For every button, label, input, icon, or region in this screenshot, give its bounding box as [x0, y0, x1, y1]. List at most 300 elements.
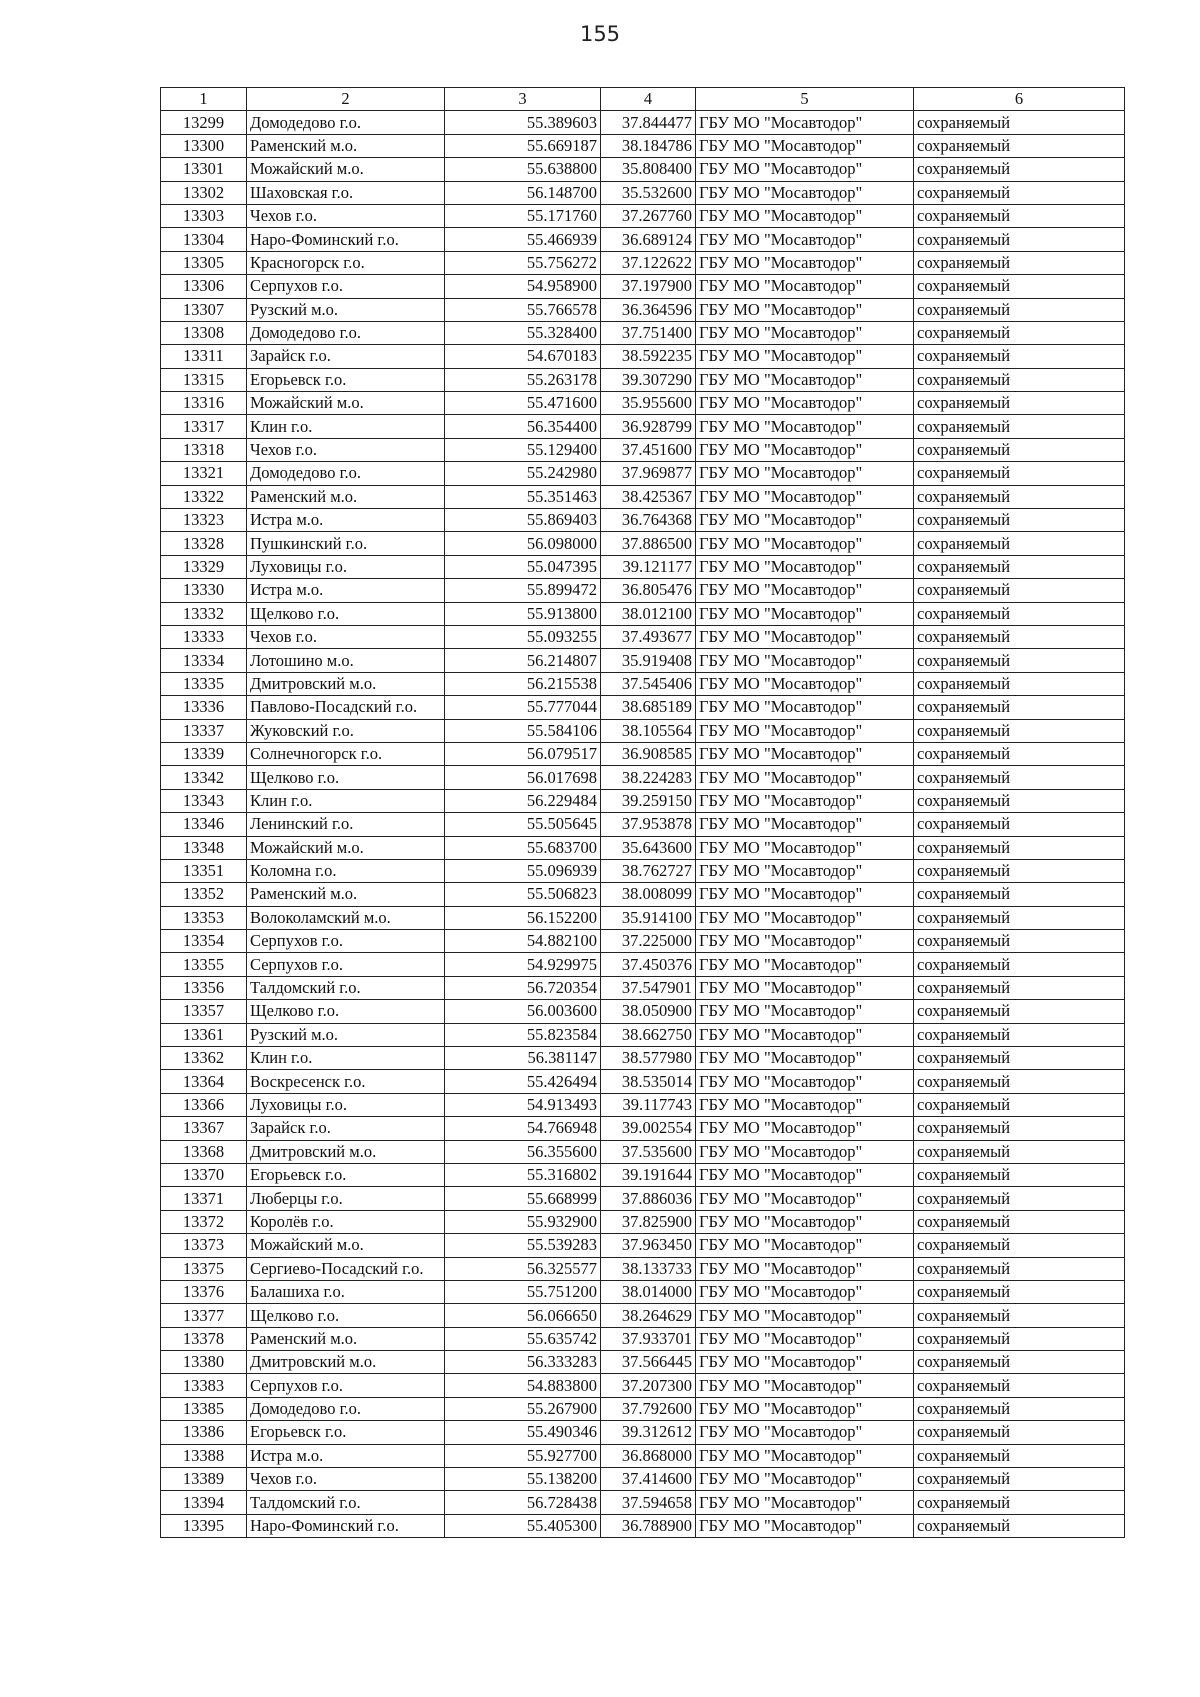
cell-owner: ГБУ МО "Мосавтодор": [696, 1327, 914, 1350]
cell-owner: ГБУ МО "Мосавтодор": [696, 579, 914, 602]
cell-latitude: 55.096939: [445, 859, 601, 882]
cell-longitude: 37.886500: [601, 532, 696, 555]
cell-municipality: Раменский м.о.: [247, 1327, 445, 1350]
table-row: [161, 1023, 1125, 1046]
table-row: [161, 1070, 1125, 1093]
cell-row-id: 13305: [161, 251, 247, 274]
table-row: [161, 1257, 1125, 1280]
cell-row-id: 13335: [161, 672, 247, 695]
cell-owner: ГБУ МО "Мосавтодор": [696, 1047, 914, 1070]
cell-longitude: 38.685189: [601, 696, 696, 719]
cell-latitude: 56.229484: [445, 789, 601, 812]
cell-longitude: 35.532600: [601, 181, 696, 204]
table-row: [161, 1374, 1125, 1397]
cell-latitude: 56.017698: [445, 766, 601, 789]
cell-status: сохраняемый: [914, 509, 1125, 532]
table-row: [161, 111, 1125, 134]
cell-owner: ГБУ МО "Мосавтодор": [696, 1117, 914, 1140]
table-row: [161, 859, 1125, 882]
cell-municipality: Серпухов г.о.: [247, 1374, 445, 1397]
cell-latitude: 55.932900: [445, 1210, 601, 1233]
cell-row-id: 13362: [161, 1047, 247, 1070]
cell-municipality: Серпухов г.о.: [247, 953, 445, 976]
cell-latitude: 54.913493: [445, 1093, 601, 1116]
cell-row-id: 13302: [161, 181, 247, 204]
cell-status: сохраняемый: [914, 625, 1125, 648]
cell-owner: ГБУ МО "Мосавтодор": [696, 883, 914, 906]
cell-longitude: 37.267760: [601, 204, 696, 227]
cell-longitude: 37.969877: [601, 462, 696, 485]
table-row: [161, 181, 1125, 204]
cell-status: сохраняемый: [914, 1514, 1125, 1537]
cell-longitude: 38.014000: [601, 1280, 696, 1303]
cell-owner: ГБУ МО "Мосавтодор": [696, 134, 914, 157]
table-row: [161, 696, 1125, 719]
cell-status: сохраняемый: [914, 906, 1125, 929]
table-row: [161, 368, 1125, 391]
cell-latitude: 55.490346: [445, 1421, 601, 1444]
cell-municipality: Щелково г.о.: [247, 1000, 445, 1023]
cell-status: сохраняемый: [914, 275, 1125, 298]
cell-row-id: 13329: [161, 555, 247, 578]
cell-row-id: 13343: [161, 789, 247, 812]
table-row: [161, 1468, 1125, 1491]
cell-owner: ГБУ МО "Мосавтодор": [696, 1070, 914, 1093]
cell-owner: ГБУ МО "Мосавтодор": [696, 1023, 914, 1046]
cell-longitude: 37.594658: [601, 1491, 696, 1514]
cell-row-id: 13377: [161, 1304, 247, 1327]
cell-status: сохраняемый: [914, 111, 1125, 134]
table-row: [161, 204, 1125, 227]
table-row: [161, 134, 1125, 157]
table-row: [161, 1163, 1125, 1186]
cell-municipality: Щелково г.о.: [247, 766, 445, 789]
cell-status: сохраняемый: [914, 1000, 1125, 1023]
cell-row-id: 13372: [161, 1210, 247, 1233]
column-header: 5: [696, 88, 914, 111]
cell-latitude: 55.683700: [445, 836, 601, 859]
cell-municipality: Чехов г.о.: [247, 625, 445, 648]
cell-owner: ГБУ МО "Мосавтодор": [696, 532, 914, 555]
cell-latitude: 55.927700: [445, 1444, 601, 1467]
cell-status: сохраняемый: [914, 579, 1125, 602]
cell-owner: ГБУ МО "Мосавтодор": [696, 1304, 914, 1327]
cell-longitude: 39.307290: [601, 368, 696, 391]
cell-longitude: 37.547901: [601, 976, 696, 999]
cell-owner: ГБУ МО "Мосавтодор": [696, 462, 914, 485]
table-row: [161, 836, 1125, 859]
cell-latitude: 56.066650: [445, 1304, 601, 1327]
cell-status: сохраняемый: [914, 696, 1125, 719]
column-header: 3: [445, 88, 601, 111]
cell-row-id: 13366: [161, 1093, 247, 1116]
table-row: [161, 976, 1125, 999]
cell-row-id: 13353: [161, 906, 247, 929]
table-row: [161, 953, 1125, 976]
cell-municipality: Солнечногорск г.о.: [247, 742, 445, 765]
cell-municipality: Королёв г.о.: [247, 1210, 445, 1233]
cell-owner: ГБУ МО "Мосавтодор": [696, 251, 914, 274]
cell-latitude: 54.958900: [445, 275, 601, 298]
cell-row-id: 13351: [161, 859, 247, 882]
cell-longitude: 35.643600: [601, 836, 696, 859]
cell-municipality: Домодедово г.о.: [247, 1397, 445, 1420]
cell-status: сохраняемый: [914, 1257, 1125, 1280]
cell-row-id: 13370: [161, 1163, 247, 1186]
cell-status: сохраняемый: [914, 672, 1125, 695]
cell-row-id: 13304: [161, 228, 247, 251]
cell-row-id: 13354: [161, 930, 247, 953]
cell-owner: ГБУ МО "Мосавтодор": [696, 859, 914, 882]
cell-latitude: 56.333283: [445, 1351, 601, 1374]
cell-longitude: 39.121177: [601, 555, 696, 578]
cell-row-id: 13356: [161, 976, 247, 999]
table-row: [161, 602, 1125, 625]
cell-status: сохраняемый: [914, 789, 1125, 812]
cell-row-id: 13386: [161, 1421, 247, 1444]
cell-owner: ГБУ МО "Мосавтодор": [696, 742, 914, 765]
cell-status: сохраняемый: [914, 555, 1125, 578]
cell-status: сохраняемый: [914, 813, 1125, 836]
table-header-row: [161, 88, 1125, 111]
cell-row-id: 13303: [161, 204, 247, 227]
cell-owner: ГБУ МО "Мосавтодор": [696, 1468, 914, 1491]
cell-latitude: 56.325577: [445, 1257, 601, 1280]
cell-owner: ГБУ МО "Мосавтодор": [696, 1351, 914, 1374]
cell-owner: ГБУ МО "Мосавтодор": [696, 275, 914, 298]
cell-longitude: 37.792600: [601, 1397, 696, 1420]
cell-owner: ГБУ МО "Мосавтодор": [696, 789, 914, 812]
cell-latitude: 55.242980: [445, 462, 601, 485]
cell-longitude: 37.825900: [601, 1210, 696, 1233]
cell-status: сохраняемый: [914, 1421, 1125, 1444]
cell-latitude: 55.138200: [445, 1468, 601, 1491]
cell-row-id: 13385: [161, 1397, 247, 1420]
cell-owner: ГБУ МО "Мосавтодор": [696, 555, 914, 578]
cell-owner: ГБУ МО "Мосавтодор": [696, 111, 914, 134]
cell-latitude: 56.003600: [445, 1000, 601, 1023]
registry-table: [160, 87, 1125, 1538]
table-row: [161, 719, 1125, 742]
cell-longitude: 37.207300: [601, 1374, 696, 1397]
cell-municipality: Шаховская г.о.: [247, 181, 445, 204]
cell-latitude: 56.079517: [445, 742, 601, 765]
cell-latitude: 55.093255: [445, 625, 601, 648]
cell-municipality: Клин г.о.: [247, 415, 445, 438]
cell-latitude: 56.355600: [445, 1140, 601, 1163]
cell-status: сохраняемый: [914, 859, 1125, 882]
cell-row-id: 13316: [161, 392, 247, 415]
table-row: [161, 1444, 1125, 1467]
cell-municipality: Лотошино м.о.: [247, 649, 445, 672]
cell-longitude: 39.002554: [601, 1117, 696, 1140]
cell-status: сохраняемый: [914, 976, 1125, 999]
cell-longitude: 36.908585: [601, 742, 696, 765]
cell-latitude: 55.777044: [445, 696, 601, 719]
cell-longitude: 37.451600: [601, 438, 696, 461]
cell-owner: ГБУ МО "Мосавтодор": [696, 672, 914, 695]
cell-row-id: 13301: [161, 158, 247, 181]
cell-municipality: Талдомский г.о.: [247, 1491, 445, 1514]
cell-status: сохраняемый: [914, 134, 1125, 157]
cell-status: сохраняемый: [914, 204, 1125, 227]
cell-row-id: 13355: [161, 953, 247, 976]
cell-longitude: 35.914100: [601, 906, 696, 929]
cell-row-id: 13371: [161, 1187, 247, 1210]
cell-municipality: Павлово-Посадский г.о.: [247, 696, 445, 719]
cell-municipality: Дмитровский м.о.: [247, 1140, 445, 1163]
cell-owner: ГБУ МО "Мосавтодор": [696, 1140, 914, 1163]
cell-latitude: 55.668999: [445, 1187, 601, 1210]
cell-latitude: 55.869403: [445, 509, 601, 532]
table-row: [161, 813, 1125, 836]
cell-longitude: 36.788900: [601, 1514, 696, 1537]
cell-longitude: 38.535014: [601, 1070, 696, 1093]
cell-owner: ГБУ МО "Мосавтодор": [696, 1163, 914, 1186]
cell-longitude: 37.566445: [601, 1351, 696, 1374]
cell-status: сохраняемый: [914, 1280, 1125, 1303]
table-row: [161, 625, 1125, 648]
table-row: [161, 789, 1125, 812]
cell-latitude: 54.766948: [445, 1117, 601, 1140]
column-header: 4: [601, 88, 696, 111]
cell-status: сохраняемый: [914, 953, 1125, 976]
cell-owner: ГБУ МО "Мосавтодор": [696, 1093, 914, 1116]
table-row: [161, 672, 1125, 695]
cell-owner: ГБУ МО "Мосавтодор": [696, 836, 914, 859]
cell-municipality: Наро-Фоминский г.о.: [247, 1514, 445, 1537]
table-row: [161, 415, 1125, 438]
cell-municipality: Раменский м.о.: [247, 485, 445, 508]
cell-status: сохраняемый: [914, 766, 1125, 789]
cell-municipality: Волоколамский м.о.: [247, 906, 445, 929]
cell-latitude: 56.148700: [445, 181, 601, 204]
cell-longitude: 35.919408: [601, 649, 696, 672]
cell-municipality: Истра м.о.: [247, 1444, 445, 1467]
cell-municipality: Жуковский г.о.: [247, 719, 445, 742]
table-row: [161, 1351, 1125, 1374]
cell-owner: ГБУ МО "Мосавтодор": [696, 719, 914, 742]
table-row: [161, 1304, 1125, 1327]
cell-row-id: 13380: [161, 1351, 247, 1374]
table-row: [161, 1514, 1125, 1537]
cell-municipality: Егорьевск г.о.: [247, 1421, 445, 1444]
cell-longitude: 38.224283: [601, 766, 696, 789]
cell-municipality: Егорьевск г.о.: [247, 368, 445, 391]
cell-owner: ГБУ МО "Мосавтодор": [696, 1491, 914, 1514]
table-row: [161, 228, 1125, 251]
cell-row-id: 13373: [161, 1234, 247, 1257]
column-header: 1: [161, 88, 247, 111]
cell-latitude: 55.635742: [445, 1327, 601, 1350]
cell-municipality: Зарайск г.о.: [247, 345, 445, 368]
cell-status: сохраняемый: [914, 321, 1125, 344]
cell-status: сохраняемый: [914, 228, 1125, 251]
table-row: [161, 1421, 1125, 1444]
cell-longitude: 38.133733: [601, 1257, 696, 1280]
cell-municipality: Дмитровский м.о.: [247, 1351, 445, 1374]
cell-municipality: Щелково г.о.: [247, 1304, 445, 1327]
cell-owner: ГБУ МО "Мосавтодор": [696, 625, 914, 648]
cell-municipality: Рузский м.о.: [247, 298, 445, 321]
cell-row-id: 13336: [161, 696, 247, 719]
cell-status: сохраняемый: [914, 462, 1125, 485]
cell-owner: ГБУ МО "Мосавтодор": [696, 368, 914, 391]
cell-row-id: 13315: [161, 368, 247, 391]
cell-owner: ГБУ МО "Мосавтодор": [696, 1257, 914, 1280]
cell-latitude: 56.720354: [445, 976, 601, 999]
cell-row-id: 13364: [161, 1070, 247, 1093]
cell-status: сохраняемый: [914, 1047, 1125, 1070]
table-row: [161, 462, 1125, 485]
cell-status: сохраняемый: [914, 742, 1125, 765]
cell-owner: ГБУ МО "Мосавтодор": [696, 976, 914, 999]
cell-longitude: 38.762727: [601, 859, 696, 882]
cell-status: сохраняемый: [914, 1351, 1125, 1374]
cell-latitude: 54.882100: [445, 930, 601, 953]
cell-longitude: 38.592235: [601, 345, 696, 368]
cell-latitude: 55.584106: [445, 719, 601, 742]
cell-owner: ГБУ МО "Мосавтодор": [696, 649, 914, 672]
cell-owner: ГБУ МО "Мосавтодор": [696, 158, 914, 181]
cell-latitude: 55.047395: [445, 555, 601, 578]
cell-latitude: 55.267900: [445, 1397, 601, 1420]
page-number: 155: [579, 22, 621, 46]
table-row: [161, 438, 1125, 461]
cell-owner: ГБУ МО "Мосавтодор": [696, 392, 914, 415]
column-header: 6: [914, 88, 1125, 111]
table-row: [161, 1187, 1125, 1210]
cell-longitude: 38.264629: [601, 1304, 696, 1327]
cell-longitude: 37.933701: [601, 1327, 696, 1350]
cell-latitude: 55.899472: [445, 579, 601, 602]
cell-latitude: 55.823584: [445, 1023, 601, 1046]
cell-row-id: 13395: [161, 1514, 247, 1537]
cell-latitude: 56.381147: [445, 1047, 601, 1070]
cell-longitude: 36.764368: [601, 509, 696, 532]
cell-row-id: 13357: [161, 1000, 247, 1023]
cell-longitude: 38.184786: [601, 134, 696, 157]
cell-status: сохраняемый: [914, 1374, 1125, 1397]
cell-longitude: 39.191644: [601, 1163, 696, 1186]
cell-latitude: 56.098000: [445, 532, 601, 555]
cell-owner: ГБУ МО "Мосавтодор": [696, 228, 914, 251]
cell-municipality: Ленинский г.о.: [247, 813, 445, 836]
cell-municipality: Клин г.о.: [247, 1047, 445, 1070]
table-row: [161, 1280, 1125, 1303]
cell-status: сохраняемый: [914, 345, 1125, 368]
cell-owner: ГБУ МО "Мосавтодор": [696, 930, 914, 953]
table-body: [161, 111, 1125, 1538]
cell-owner: ГБУ МО "Мосавтодор": [696, 1421, 914, 1444]
cell-owner: ГБУ МО "Мосавтодор": [696, 415, 914, 438]
cell-municipality: Луховицы г.о.: [247, 1093, 445, 1116]
cell-row-id: 13339: [161, 742, 247, 765]
table-row: [161, 158, 1125, 181]
cell-status: сохраняемый: [914, 719, 1125, 742]
cell-longitude: 38.012100: [601, 602, 696, 625]
cell-municipality: Истра м.о.: [247, 509, 445, 532]
cell-row-id: 13389: [161, 1468, 247, 1491]
cell-latitude: 55.426494: [445, 1070, 601, 1093]
cell-owner: ГБУ МО "Мосавтодор": [696, 813, 914, 836]
cell-latitude: 56.215538: [445, 672, 601, 695]
cell-longitude: 38.425367: [601, 485, 696, 508]
cell-owner: ГБУ МО "Мосавтодор": [696, 1234, 914, 1257]
table-row: [161, 275, 1125, 298]
cell-owner: ГБУ МО "Мосавтодор": [696, 345, 914, 368]
cell-municipality: Домодедово г.о.: [247, 321, 445, 344]
cell-status: сохраняемый: [914, 415, 1125, 438]
table-row: [161, 1491, 1125, 1514]
table-row: [161, 1397, 1125, 1420]
table-row: [161, 649, 1125, 672]
cell-longitude: 35.955600: [601, 392, 696, 415]
cell-municipality: Чехов г.о.: [247, 438, 445, 461]
table-row: [161, 298, 1125, 321]
cell-row-id: 13376: [161, 1280, 247, 1303]
cell-latitude: 54.929975: [445, 953, 601, 976]
cell-longitude: 38.577980: [601, 1047, 696, 1070]
cell-owner: ГБУ МО "Мосавтодор": [696, 1280, 914, 1303]
cell-owner: ГБУ МО "Мосавтодор": [696, 766, 914, 789]
cell-municipality: Балашиха г.о.: [247, 1280, 445, 1303]
cell-row-id: 13332: [161, 602, 247, 625]
cell-status: сохраняемый: [914, 883, 1125, 906]
cell-municipality: Раменский м.о.: [247, 883, 445, 906]
cell-status: сохраняемый: [914, 1304, 1125, 1327]
cell-longitude: 38.008099: [601, 883, 696, 906]
table-row: [161, 766, 1125, 789]
cell-row-id: 13337: [161, 719, 247, 742]
table-row: [161, 251, 1125, 274]
cell-longitude: 38.662750: [601, 1023, 696, 1046]
cell-longitude: 37.844477: [601, 111, 696, 134]
cell-longitude: 37.751400: [601, 321, 696, 344]
cell-owner: ГБУ МО "Мосавтодор": [696, 1374, 914, 1397]
cell-row-id: 13323: [161, 509, 247, 532]
table-row: [161, 1047, 1125, 1070]
cell-longitude: 36.689124: [601, 228, 696, 251]
cell-latitude: 56.152200: [445, 906, 601, 929]
cell-latitude: 55.389603: [445, 111, 601, 134]
cell-status: сохраняемый: [914, 158, 1125, 181]
cell-row-id: 13308: [161, 321, 247, 344]
cell-status: сохраняемый: [914, 181, 1125, 204]
cell-municipality: Можайский м.о.: [247, 392, 445, 415]
cell-municipality: Можайский м.о.: [247, 1234, 445, 1257]
cell-status: сохраняемый: [914, 1234, 1125, 1257]
cell-status: сохраняемый: [914, 1023, 1125, 1046]
cell-status: сохраняемый: [914, 1070, 1125, 1093]
cell-row-id: 13321: [161, 462, 247, 485]
cell-longitude: 36.868000: [601, 1444, 696, 1467]
cell-longitude: 39.117743: [601, 1093, 696, 1116]
cell-longitude: 36.928799: [601, 415, 696, 438]
cell-latitude: 56.728438: [445, 1491, 601, 1514]
cell-row-id: 13367: [161, 1117, 247, 1140]
cell-longitude: 37.886036: [601, 1187, 696, 1210]
cell-latitude: 55.466939: [445, 228, 601, 251]
cell-latitude: 55.638800: [445, 158, 601, 181]
cell-status: сохраняемый: [914, 1468, 1125, 1491]
cell-owner: ГБУ МО "Мосавтодор": [696, 509, 914, 532]
cell-row-id: 13342: [161, 766, 247, 789]
cell-longitude: 37.493677: [601, 625, 696, 648]
cell-municipality: Зарайск г.о.: [247, 1117, 445, 1140]
cell-row-id: 13330: [161, 579, 247, 602]
cell-owner: ГБУ МО "Мосавтодор": [696, 1444, 914, 1467]
